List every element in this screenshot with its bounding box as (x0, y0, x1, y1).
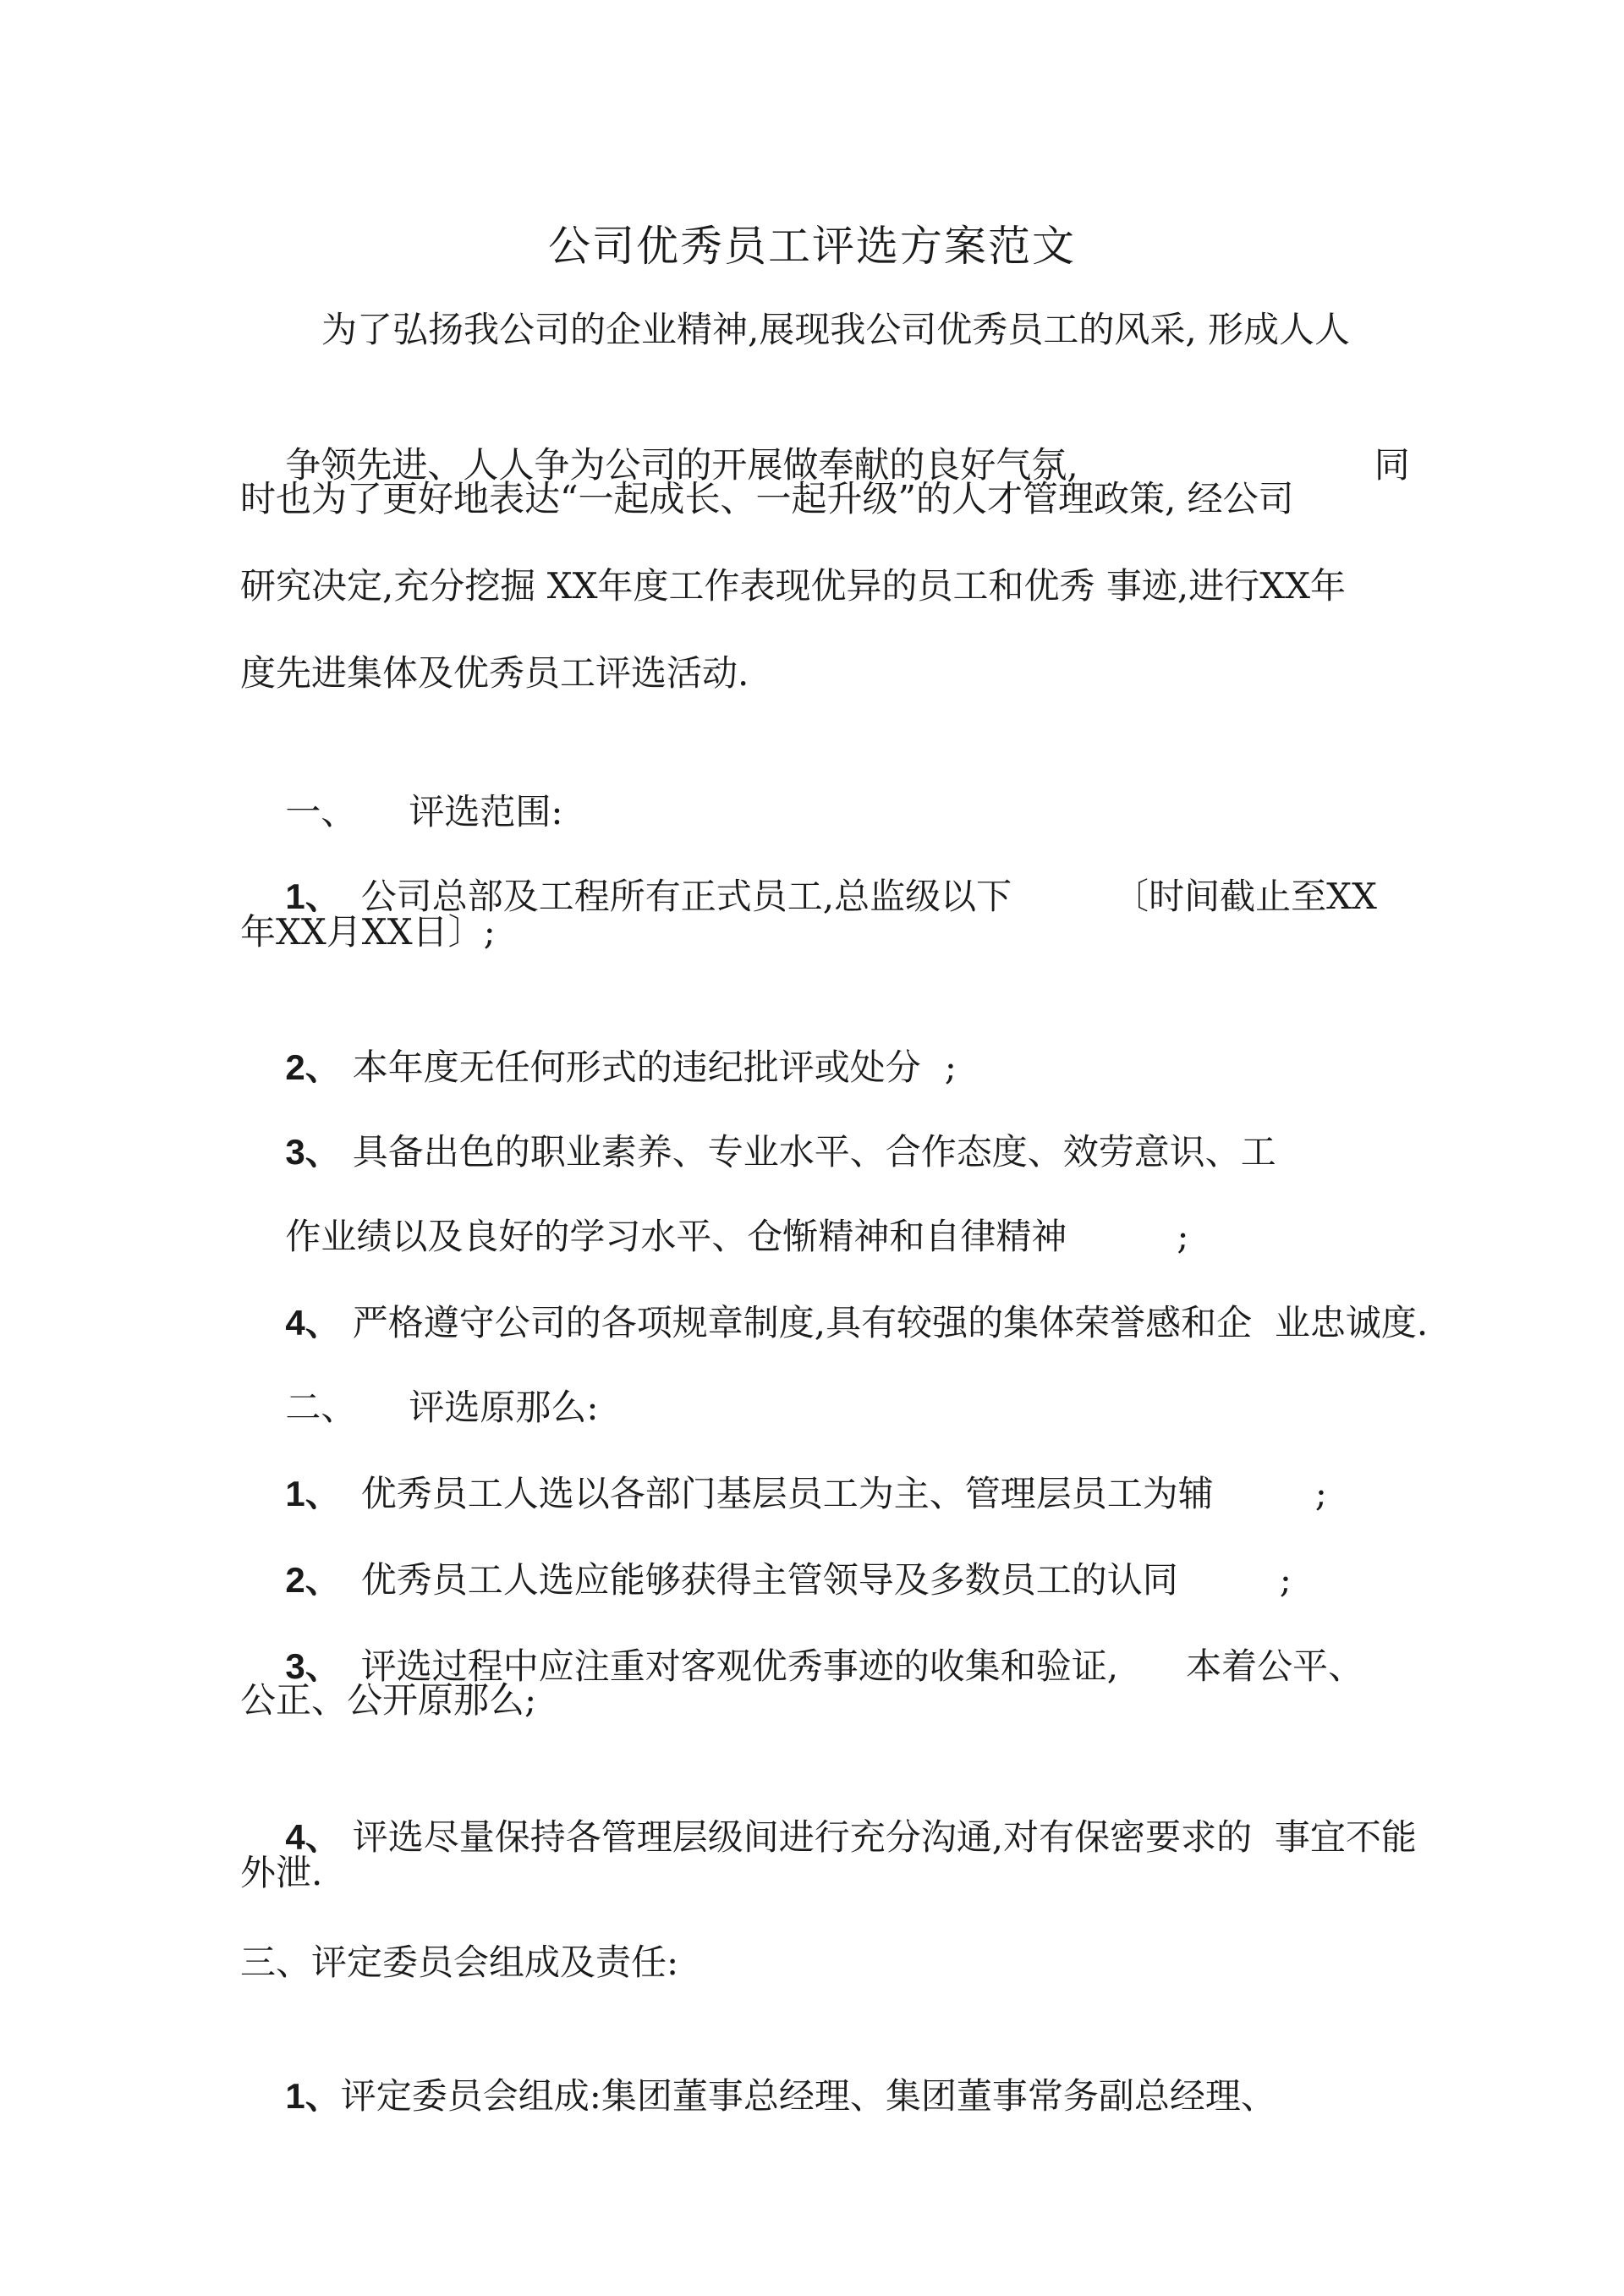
item-number: 1、 (285, 876, 341, 916)
item-text-tail: ; (1279, 1559, 1292, 1601)
intro-line-1: 为了弘扬我公司的企业精神,展现我公司优秀员工的风采, 形成人人 (321, 309, 1351, 350)
item-text: 严格遵守公司的各项规章制度,具有较强的集体荣誉感和企 业忠诚度. (352, 1302, 1429, 1343)
item-number: 3、 (285, 1132, 341, 1172)
item-text: 评定委员会组成:集团董事总经理、集团董事常务副总经理、 (340, 2075, 1276, 2117)
intro-line-4: 研究决定,充分挖掘 XX年度工作表现优异的员工和优秀 事迹,进行XX年 (240, 565, 1347, 607)
item-text-tail: 〔时间截止至XX (1113, 876, 1377, 917)
item-text: 评选尽量保持各管理层级间进行充分沟通,对有保密要求的 事宜不能 (352, 1816, 1417, 1858)
item-text: 公司总部及工程所有正式员工,总监级以下 (360, 876, 1012, 917)
item-text: 作业绩以及良好的学习水平、仓惭精神和自律精神 (285, 1216, 1067, 1257)
intro-line-2-text: 争领先进、人人争为公司的开展做奉献的良好气氛, (285, 444, 1078, 486)
item-number: 1、 (285, 2076, 341, 2116)
item-number: 4、 (285, 1303, 341, 1343)
section-3-item-1 (240, 2020, 1276, 2172)
item-text: 本年度无任何形式的违纪批评或处分 (352, 1046, 921, 1088)
intro-line-5: 度先进集体及优秀员工评选活动. (240, 652, 749, 694)
item-number: 2、 (285, 1560, 341, 1600)
intro-line-3: 时也为了更好地表达“一起成长、一起升级”的人才管理政策, 经公司 (240, 478, 1294, 519)
section-2-number: 二、 (285, 1387, 357, 1428)
section-2-title: 评选原那么: (409, 1387, 599, 1428)
item-text-tail: ; (1177, 1216, 1189, 1257)
item-text: 评选过程中应注重对客观优秀事迹的收集和验证, (360, 1645, 1119, 1687)
item-number: 1、 (285, 1474, 341, 1513)
item-text: 优秀员工人选以各部门基层员工为主、管理层员工为辅 (360, 1473, 1214, 1514)
item-text: 优秀员工人选应能够获得主管领导及多数员工的认同 (360, 1559, 1178, 1601)
section-1-item-1-cont: 年XX月XX日〕; (240, 911, 496, 953)
item-number: 4、 (285, 1817, 341, 1857)
intro-line-2-tail: 同 (1374, 444, 1410, 486)
document-title: 公司优秀员工评选方案范文 (548, 222, 1076, 271)
section-3-heading: 三、评定委员会组成及责任: (240, 1942, 679, 1983)
item-text-tail: ; (944, 1046, 957, 1088)
item-number: 3、 (285, 1646, 341, 1686)
section-2-item-3-cont: 公正、公开原那么; (240, 1679, 537, 1721)
section-2-item-4 (240, 1761, 1417, 1914)
item-text-tail: 本着公平、 (1186, 1645, 1364, 1687)
section-1-number: 一、 (285, 791, 357, 832)
section-2-item-4-cont: 外泄. (240, 1852, 323, 1893)
section-1-title: 评选范围: (409, 791, 563, 832)
item-number: 2、 (285, 1047, 341, 1087)
item-text: 具备出色的职业素养、专业水平、合作态度、效劳意识、工 (352, 1131, 1276, 1173)
item-text-tail: ; (1314, 1473, 1327, 1514)
